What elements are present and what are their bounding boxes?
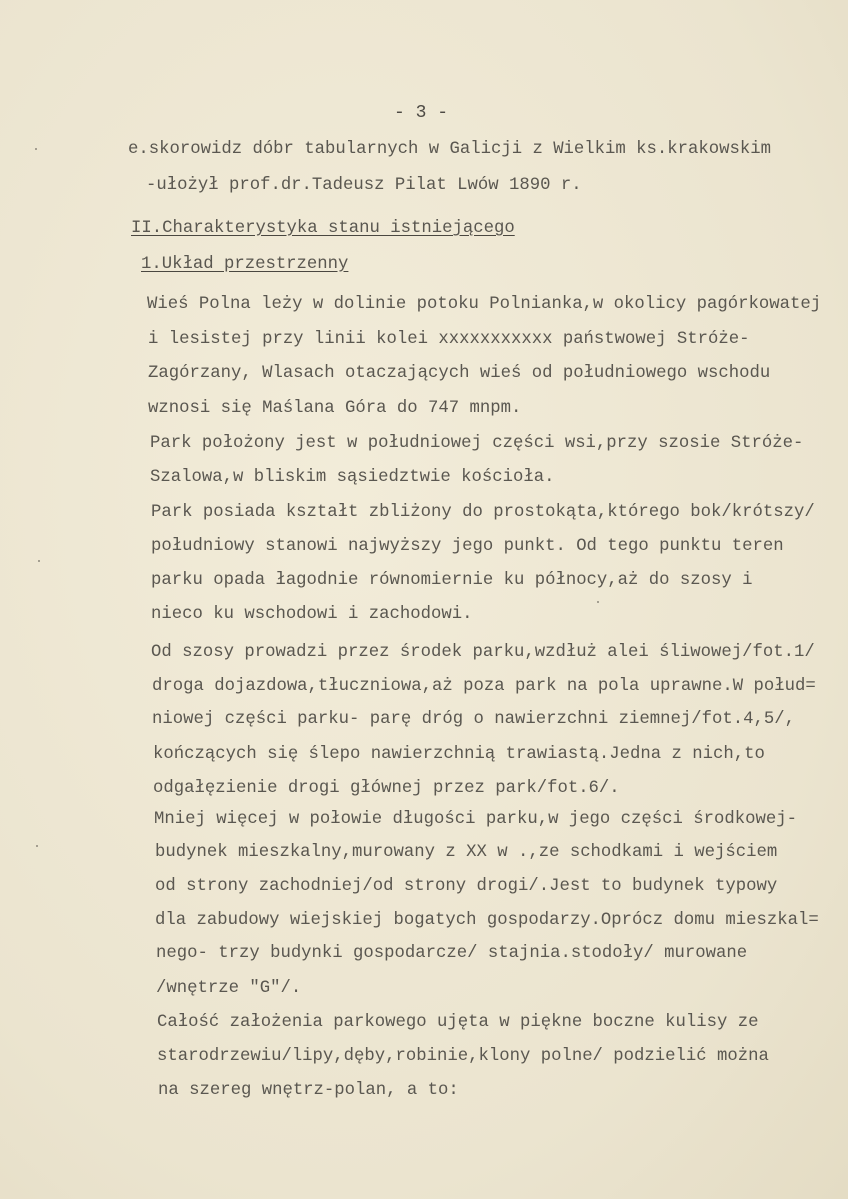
text-line: -ułożył prof.dr.Tadeusz Pilat Lwów 1890 r. bbox=[146, 176, 582, 195]
text-line: na szereg wnętrz-polan, a to: bbox=[158, 1081, 459, 1100]
paper-speck bbox=[38, 560, 40, 562]
text-line: i lesistej przy linii kolei xxxxxxxxxxx państwowej Stróże- bbox=[148, 330, 750, 349]
text-line: Park posiada kształt zbliżony do prostokąta,którego bok/krótszy/ bbox=[151, 503, 815, 522]
text-line: Od szosy prowadzi przez środek parku,wzdłuż alei śliwowej/fot.1/ bbox=[151, 643, 815, 662]
text-line: wznosi się Maślana Góra do 747 mnpm. bbox=[148, 399, 522, 418]
text-line: /wnętrze "G"/. bbox=[156, 979, 302, 998]
subsection-heading: 1.Układ przestrzenny bbox=[141, 255, 349, 274]
paper-speck bbox=[597, 601, 599, 603]
text-line: budynek mieszkalny,murowany z XX w .,ze schodkami i wejściem bbox=[155, 843, 778, 862]
text-line: droga dojazdowa,tłuczniowa,aż poza park na pola uprawne.W połud= bbox=[152, 677, 816, 696]
paper-speck bbox=[35, 148, 37, 150]
text-line: nieco ku wschodowi i zachodowi. bbox=[151, 605, 473, 624]
text-line: niowej części parku- parę dróg o nawierzchni ziemnej/fot.4,5/, bbox=[152, 710, 795, 729]
paper-speck bbox=[36, 845, 38, 847]
page-number: - 3 - bbox=[394, 103, 449, 123]
text-line: nego- trzy budynki gospodarcze/ stajnia.stodoły/ murowane bbox=[156, 944, 748, 963]
section-heading: II.Charakterystyka stanu istniejącego bbox=[131, 219, 515, 238]
text-line: Wieś Polna leży w dolinie potoku Polnianka,w okolicy pagórkowatej bbox=[147, 295, 822, 314]
text-line: Mniej więcej w połowie długości parku,w jego części środkowej- bbox=[154, 810, 797, 829]
text-line: starodrzewiu/lipy,dęby,robinie,klony polne/ podzielić można bbox=[157, 1047, 769, 1066]
text-line: od strony zachodniej/od strony drogi/.Jest to budynek typowy bbox=[155, 877, 778, 896]
text-line: Całość założenia parkowego ujęta w piękne boczne kulisy ze bbox=[157, 1013, 759, 1032]
text-line: południowy stanowi najwyższy jego punkt. Od tego punktu teren bbox=[151, 537, 784, 556]
text-line: kończących się ślepo nawierzchnią trawiastą.Jedna z nich,to bbox=[153, 745, 765, 764]
text-line: odgałęzienie drogi głównej przez park/fot.6/. bbox=[153, 779, 620, 798]
text-line: parku opada łagodnie równomiernie ku północy,aż do szosy i bbox=[151, 571, 753, 590]
text-line: Zagórzany, Wlasach otaczających wieś od południowego wschodu bbox=[148, 364, 771, 383]
text-line: Park położony jest w południowej części wsi,przy szosie Stróże- bbox=[150, 434, 804, 453]
text-line: Szalowa,w bliskim sąsiedztwie kościoła. bbox=[150, 468, 555, 487]
text-line: e.skorowidz dóbr tabularnych w Galicji z Wielkim ks.krakowskim bbox=[128, 140, 771, 159]
text-line: dla zabudowy wiejskiej bogatych gospodarzy.Oprócz domu mieszkal= bbox=[155, 911, 819, 930]
